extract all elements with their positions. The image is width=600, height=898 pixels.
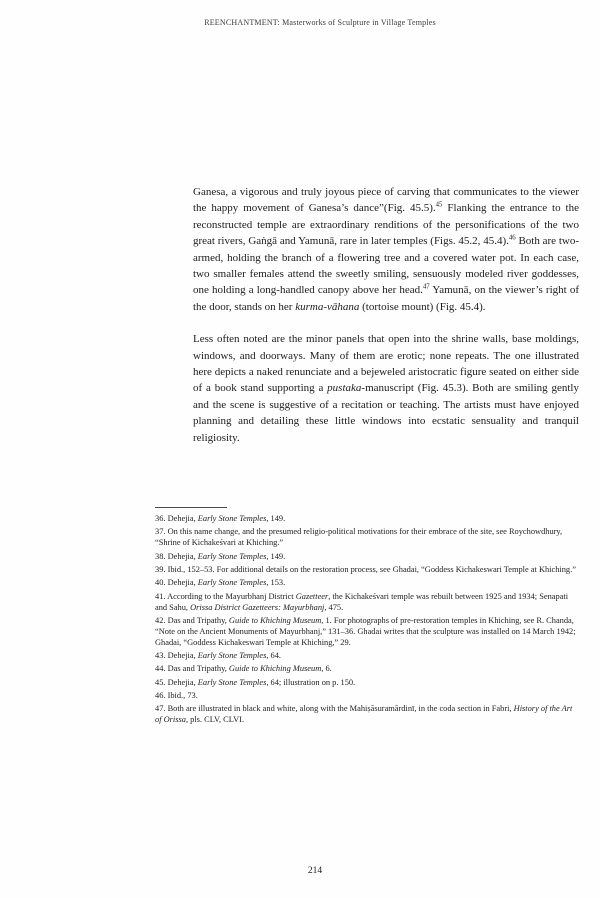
footnote: 39. Ibid., 152–53. For additional details on the restoration process, see Ghadai, “Goddess Kichakeswari Temple at Khiching.” [155, 564, 576, 574]
footnote: 42. Das and Tripathy, Guide to Khiching Museum, 1. For photographs of pre-restoration temples in Khiching, see R. Chanda, “Note on the Ancient Monuments of Mayurbhanj,” 131–36. Ghadai writes that the sculpture was installed on 14 March 1942; Ghadai, “Goddess Kichakeswari Temple at Khiching,” 29. [155, 615, 576, 647]
footnote: 37. On this name change, and the presumed religio-political motivations for their embrace of the site, see Roychowdhury, “Shrine of Kichakeśvari at Khiching.” [155, 527, 563, 548]
footnote: 43. Dehejia, Early Stone Temples, 64. [155, 650, 281, 660]
footnote: 46. Ibid., 73. [155, 691, 198, 701]
footnotes-block [155, 514, 579, 729]
page-number: 214 [307, 866, 323, 876]
footnote: 38. Dehejia, Early Stone Temples, 149. [155, 551, 286, 561]
footnote: 44. Das and Tripathy, Guide to Khiching Museum, 6. [155, 664, 332, 674]
footnote: 36. Dehejia, Early Stone Temples, 149. [155, 514, 286, 523]
footnote: 45. Dehejia, Early Stone Temples, 64; illustration on p. 150. [155, 677, 356, 687]
footnote: 40. Dehejia, Early Stone Temples, 153. [155, 578, 286, 588]
body-text [193, 184, 579, 462]
footnote: 41. According to the Mayurbhanj District Gazetteer, the Kichakeśvari temple was rebuilt between 1925 and 1934; Senapati and Sahu, Orissa District Gazetteers: Mayurbhanj, 475. [155, 591, 569, 612]
body-paragraph: Less often noted are the minor panels that open into the shrine walls, base moldings, windows, and doorways. Many of them are erotic; none repeats. The one illustrated here depicts a naked renunciate and a bejeweled aristocratic figure seated on either side of a book stand supporting a pustaka-manuscript (Fig. 45.3). Both are smiling gently and the scene is suggestive of a recitation or teaching. The artists must have enjoyed planning and detailing these little windows into ecstatic sensuality and tranquil religiosity. [193, 333, 579, 444]
running-head: REENCHANTMENT: Masterworks of Sculpture in Village Temples [204, 18, 436, 27]
body-paragraph: Ganesa, a vigorous and truly joyous piece of carving that communicates to the viewer the happy movement of Ganesa’s dance”(Fig. 45.5).$^{45}$ Flanking the entrance to the reconstructed temple are extraordinary renditions of the personifications of the two great rivers, Gaṅgā and Yamunā, rare in later temples (Figs. 45.2, 45.4).$^{46}$ Both are two-armed, holding the branch of a flowering tree and a covered water pot. In each case, two smaller females attend the sweetly smiling, sensuously modeled river goddesses, one holding a long-handled canopy above her head.$^{47}$ Yamunā, on the viewer’s right of the door, stands on her kurma-vāhana (tortoise mount) (Fig. 45.4). [193, 186, 580, 313]
footnote: 47. Both are illustrated in black and white, along with the Mahiṣāsuramārdinī, in the coda section in Fabri, History of the Art of Orissa, pls. CLV, CLVI. [155, 704, 573, 725]
footnote-separator-rule [155, 507, 227, 508]
